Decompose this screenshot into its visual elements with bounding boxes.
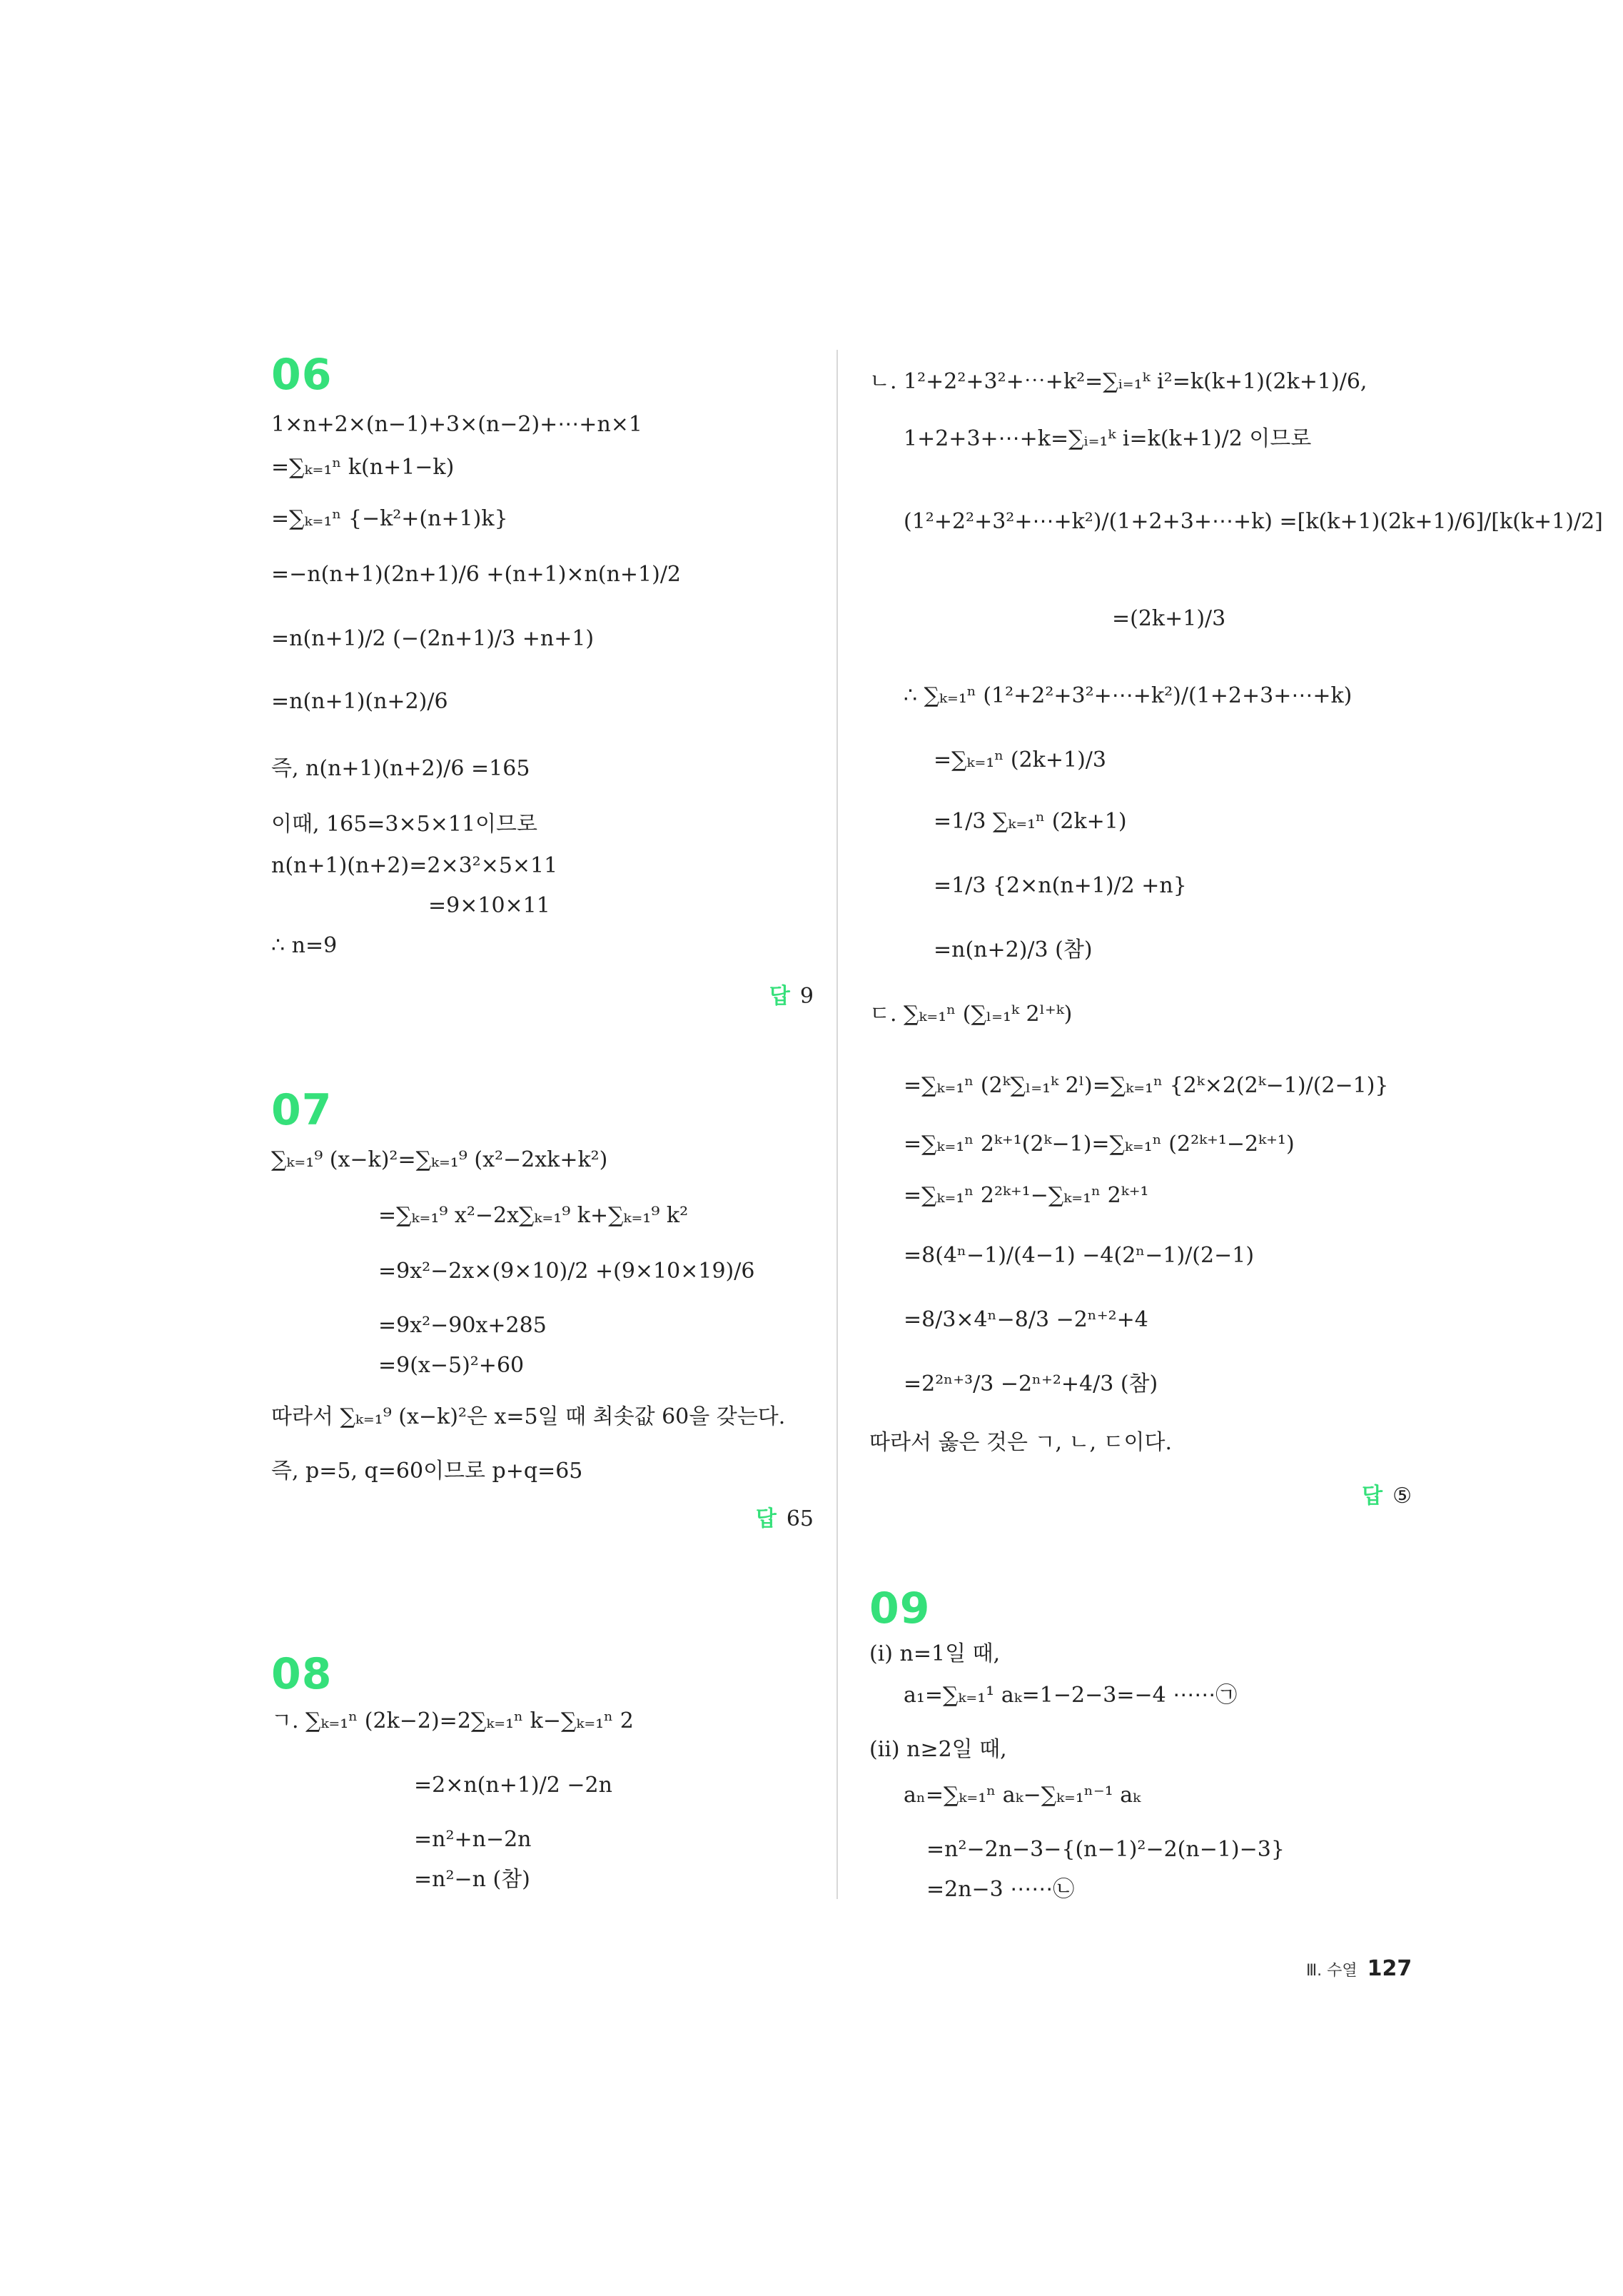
answer-tag: 답	[755, 1506, 777, 1531]
solution-line: =9x²−90x+285	[378, 1313, 547, 1338]
solution-line: 1+2+3+⋯+k=∑ᵢ₌₁ᵏ i=k(k+1)/2 이므로	[904, 426, 1312, 451]
solution-line: =n(n+1)(n+2)/6	[271, 689, 448, 714]
solution-line: ㄱ. ∑ₖ₌₁ⁿ (2k−2)=2∑ₖ₌₁ⁿ k−∑ₖ₌₁ⁿ 2	[271, 1708, 634, 1733]
solution-line: 즉, n(n+1)(n+2)/6 =165	[271, 756, 530, 781]
solution-line: =∑ₖ₌₁⁹ x²−2x∑ₖ₌₁⁹ k+∑ₖ₌₁⁹ k²	[378, 1203, 689, 1228]
solution-line: =−n(n+1)(2n+1)/6 +(n+1)×n(n+1)/2	[271, 562, 682, 587]
solution-line: 1×n+2×(n−1)+3×(n−2)+⋯+n×1	[271, 412, 642, 437]
solution-line: =2²ⁿ⁺³/3 −2ⁿ⁺²+4/3 (참)	[904, 1371, 1158, 1396]
answer-08	[1362, 1478, 1412, 1509]
solution-line: =1/3 ∑ₖ₌₁ⁿ (2k+1)	[934, 809, 1127, 834]
solution-line: =1/3 {2×n(n+1)/2 +n}	[934, 873, 1187, 898]
problem-number-06: 06	[271, 350, 333, 400]
solution-line: (ⅱ) n≥2일 때,	[869, 1737, 1007, 1762]
solution-line: ∴ n=9	[271, 933, 338, 958]
solution-line: =8(4ⁿ−1)/(4−1) −4(2ⁿ−1)/(2−1)	[904, 1243, 1255, 1268]
solution-line: =n²−2n−3−{(n−1)²−2(n−1)−3}	[926, 1837, 1285, 1862]
solution-line: =n²+n−2n	[414, 1827, 532, 1852]
solution-line: =9x²−2x×(9×10)/2 +(9×10×19)/6	[378, 1259, 755, 1284]
solution-line: ㄴ. 1²+2²+3²+⋯+k²=∑ᵢ₌₁ᵏ i²=k(k+1)(2k+1)/6,	[869, 369, 1367, 394]
answer-value: 9	[799, 984, 814, 1009]
column-divider	[836, 350, 838, 1899]
problem-number-08: 08	[271, 1649, 333, 1699]
solution-line: =9(x−5)²+60	[378, 1353, 525, 1378]
solution-line: aₙ=∑ₖ₌₁ⁿ aₖ−∑ₖ₌₁ⁿ⁻¹ aₖ	[904, 1783, 1141, 1808]
answer-07	[756, 1501, 814, 1532]
solution-line: ㄷ. ∑ₖ₌₁ⁿ (∑ₗ₌₁ᵏ 2ˡ⁺ᵏ)	[869, 1002, 1073, 1027]
answer-06	[769, 978, 814, 1009]
solution-line: =n(n+2)/3 (참)	[934, 937, 1093, 962]
answer-value: ⑤	[1392, 1484, 1412, 1509]
solution-line: =n²−n (참)	[414, 1867, 530, 1892]
page-number: 127	[1367, 1956, 1412, 1981]
solution-line: ∴ ∑ₖ₌₁ⁿ (1²+2²+3²+⋯+k²)/(1+2+3+⋯+k)	[904, 683, 1352, 708]
section-label: Ⅲ. 수열	[1306, 1962, 1357, 1980]
solution-line: a₁=∑ₖ₌₁¹ aₖ=1−2−3=−4 ⋯⋯㉠	[904, 1683, 1238, 1708]
solution-line: =9×10×11	[428, 893, 550, 918]
problem-number-07: 07	[271, 1085, 333, 1135]
answer-value: 65	[786, 1506, 814, 1531]
solution-line: (ⅰ) n=1일 때,	[869, 1641, 1001, 1666]
solution-line: =(2k+1)/3	[1112, 606, 1226, 631]
solution-line: =∑ₖ₌₁ⁿ (2ᵏ∑ₗ₌₁ᵏ 2ˡ)=∑ₖ₌₁ⁿ {2ᵏ×2(2ᵏ−1)/(2−1)}	[904, 1073, 1389, 1098]
solution-line: n(n+1)(n+2)=2×3²×5×11	[271, 853, 558, 878]
solution-line: ∑ₖ₌₁⁹ (x−k)²=∑ₖ₌₁⁹ (x²−2xk+k²)	[271, 1147, 608, 1172]
solution-line: 따라서 ∑ₖ₌₁⁹ (x−k)²은 x=5일 때 최솟값 60을 갖는다.	[271, 1404, 786, 1429]
page-footer	[1306, 1956, 1412, 1981]
solution-line: =∑ₖ₌₁ⁿ k(n+1−k)	[271, 455, 455, 480]
solution-line: =∑ₖ₌₁ⁿ {−k²+(n+1)k}	[271, 506, 508, 531]
solution-line: 따라서 옳은 것은 ㄱ, ㄴ, ㄷ이다.	[869, 1430, 1173, 1455]
solution-line: 즉, p=5, q=60이므로 p+q=65	[271, 1459, 583, 1484]
solution-line: =n(n+1)/2 (−(2n+1)/3 +n+1)	[271, 626, 595, 651]
answer-tag: 답	[769, 984, 790, 1009]
problem-number-09: 09	[869, 1583, 931, 1633]
solution-line: =2×n(n+1)/2 −2n	[414, 1773, 612, 1798]
solution-line: =8/3×4ⁿ−8/3 −2ⁿ⁺²+4	[904, 1307, 1148, 1332]
solution-line: =∑ₖ₌₁ⁿ 2ᵏ⁺¹(2ᵏ−1)=∑ₖ₌₁ⁿ (2²ᵏ⁺¹−2ᵏ⁺¹)	[904, 1132, 1295, 1157]
solution-line: 이때, 165=3×5×11이므로	[271, 812, 537, 837]
solution-line: =∑ₖ₌₁ⁿ (2k+1)/3	[934, 747, 1106, 772]
solution-line: =∑ₖ₌₁ⁿ 2²ᵏ⁺¹−∑ₖ₌₁ⁿ 2ᵏ⁺¹	[904, 1183, 1149, 1208]
solution-line: (1²+2²+3²+⋯+k²)/(1+2+3+⋯+k) =[k(k+1)(2k+1)/6]/[k(k+1)/2]	[904, 509, 1603, 534]
answer-tag: 답	[1362, 1484, 1383, 1509]
solution-line: =2n−3 ⋯⋯㉡	[926, 1877, 1075, 1902]
